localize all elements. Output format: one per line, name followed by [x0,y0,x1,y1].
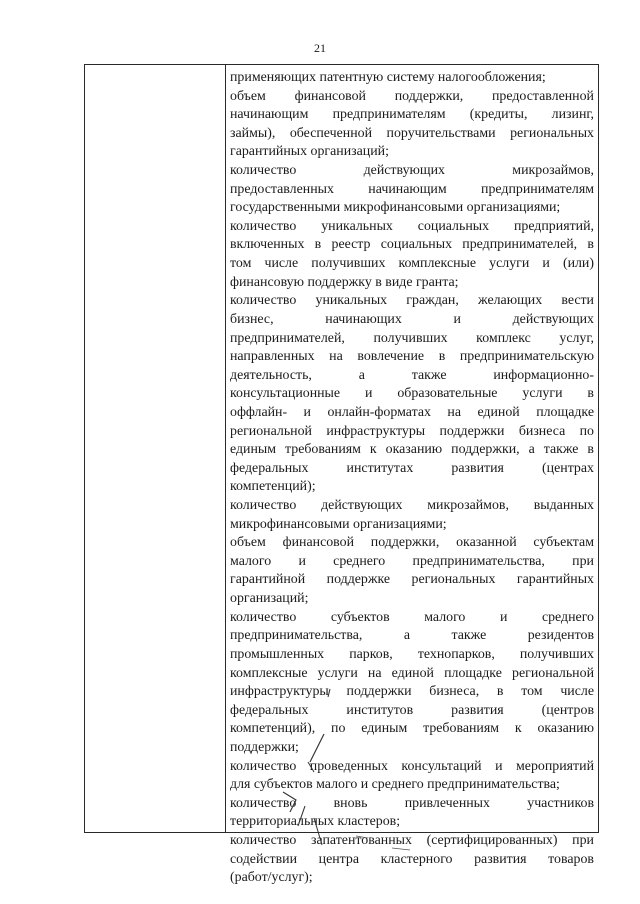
text-line: региональной инфраструктуры поддержки бизнеса по [230,423,594,439]
text-line: территориальных кластеров; [230,814,401,830]
text-line: объем финансовой поддержки, оказанной субъектам [230,535,594,551]
text-line: том числе получивших комплексные услуги и (или) [230,256,594,272]
text-line: содействии центра кластерного развития товаров [230,851,594,867]
text-line: количество субъектов малого и среднего [230,609,594,625]
indicator-text-cell [230,69,594,888]
text-line: включенных в реестр социальных предпринимателей, в [230,237,594,253]
text-line: государственными микрофинансовыми организациями; [230,200,561,216]
text-line: малого и среднего предпринимательства, при [230,553,594,569]
text-line: компетенций); [230,479,316,495]
text-line: объем финансовой поддержки, предоставленной [230,88,594,104]
text-line: количество действующих микрозаймов, выданных [230,498,594,514]
document-table [84,64,599,886]
text-line: компетенций), по единым требованиям к оказанию [230,721,594,737]
text-line: количество уникальных социальных предприятий, [230,218,594,234]
text-line: (работ/услуг); [230,870,313,886]
text-line: финансовую поддержку в виде гранта; [230,274,459,290]
text-line: микрофинансовыми организациями; [230,516,447,532]
text-line: гарантийных организаций; [230,144,389,160]
text-line: предоставленных начинающим предпринимателям [230,181,594,197]
text-line: федеральных институтах развития (центрах [230,460,594,476]
text-line: количество вновь привлеченных участников [230,795,594,811]
text-line: федеральных институтов развития (центров [230,702,594,718]
column-divider [225,65,226,832]
text-line: деятельность, а также информационно- [230,367,594,383]
text-line: гарантийной поддержке региональных гарантийных [230,572,594,588]
text-line: организаций; [230,591,309,607]
text-line: количество проведенных консультаций и мероприятий [230,758,594,774]
text-line: оффлайн- и онлайн-форматах на единой площадке [230,404,594,420]
text-line: займы), обеспеченной поручительствами региональных [230,125,594,141]
text-line: комплексные услуги на единой площадке региональной [230,665,594,681]
text-line: количество запатентованных (сертифицированных) при [230,832,594,848]
text-line: поддержки; [230,739,299,755]
text-line: направленных на вовлечение в предпринимательскую [230,349,594,365]
text-line: предпринимателей, получивших комплекс услуг, [230,330,594,346]
text-line: промышленных парков, технопарков, получивших [230,646,594,662]
page-number: 21 [314,41,326,55]
text-line: применяющих патентную систему налогообложения; [230,70,546,85]
text-line: количество действующих микрозаймов, [230,163,594,179]
text-line: количество уникальных граждан, желающих вести [230,293,594,309]
text-line: для субъектов малого и среднего предпринимательства; [230,777,560,793]
text-line: единым требованиям к оказанию поддержки, а также в [230,442,594,458]
text-line: бизнес, начинающих и действующих [230,311,594,327]
text-line: консультационные и образовательные услуги в [230,386,594,402]
text-line: предпринимательства, а также резидентов [230,628,594,644]
text-line: инфраструктуры поддержки бизнеса, в том числе [230,684,594,700]
text-line: начинающим предпринимателям (кредиты, лизинг, [230,107,594,123]
